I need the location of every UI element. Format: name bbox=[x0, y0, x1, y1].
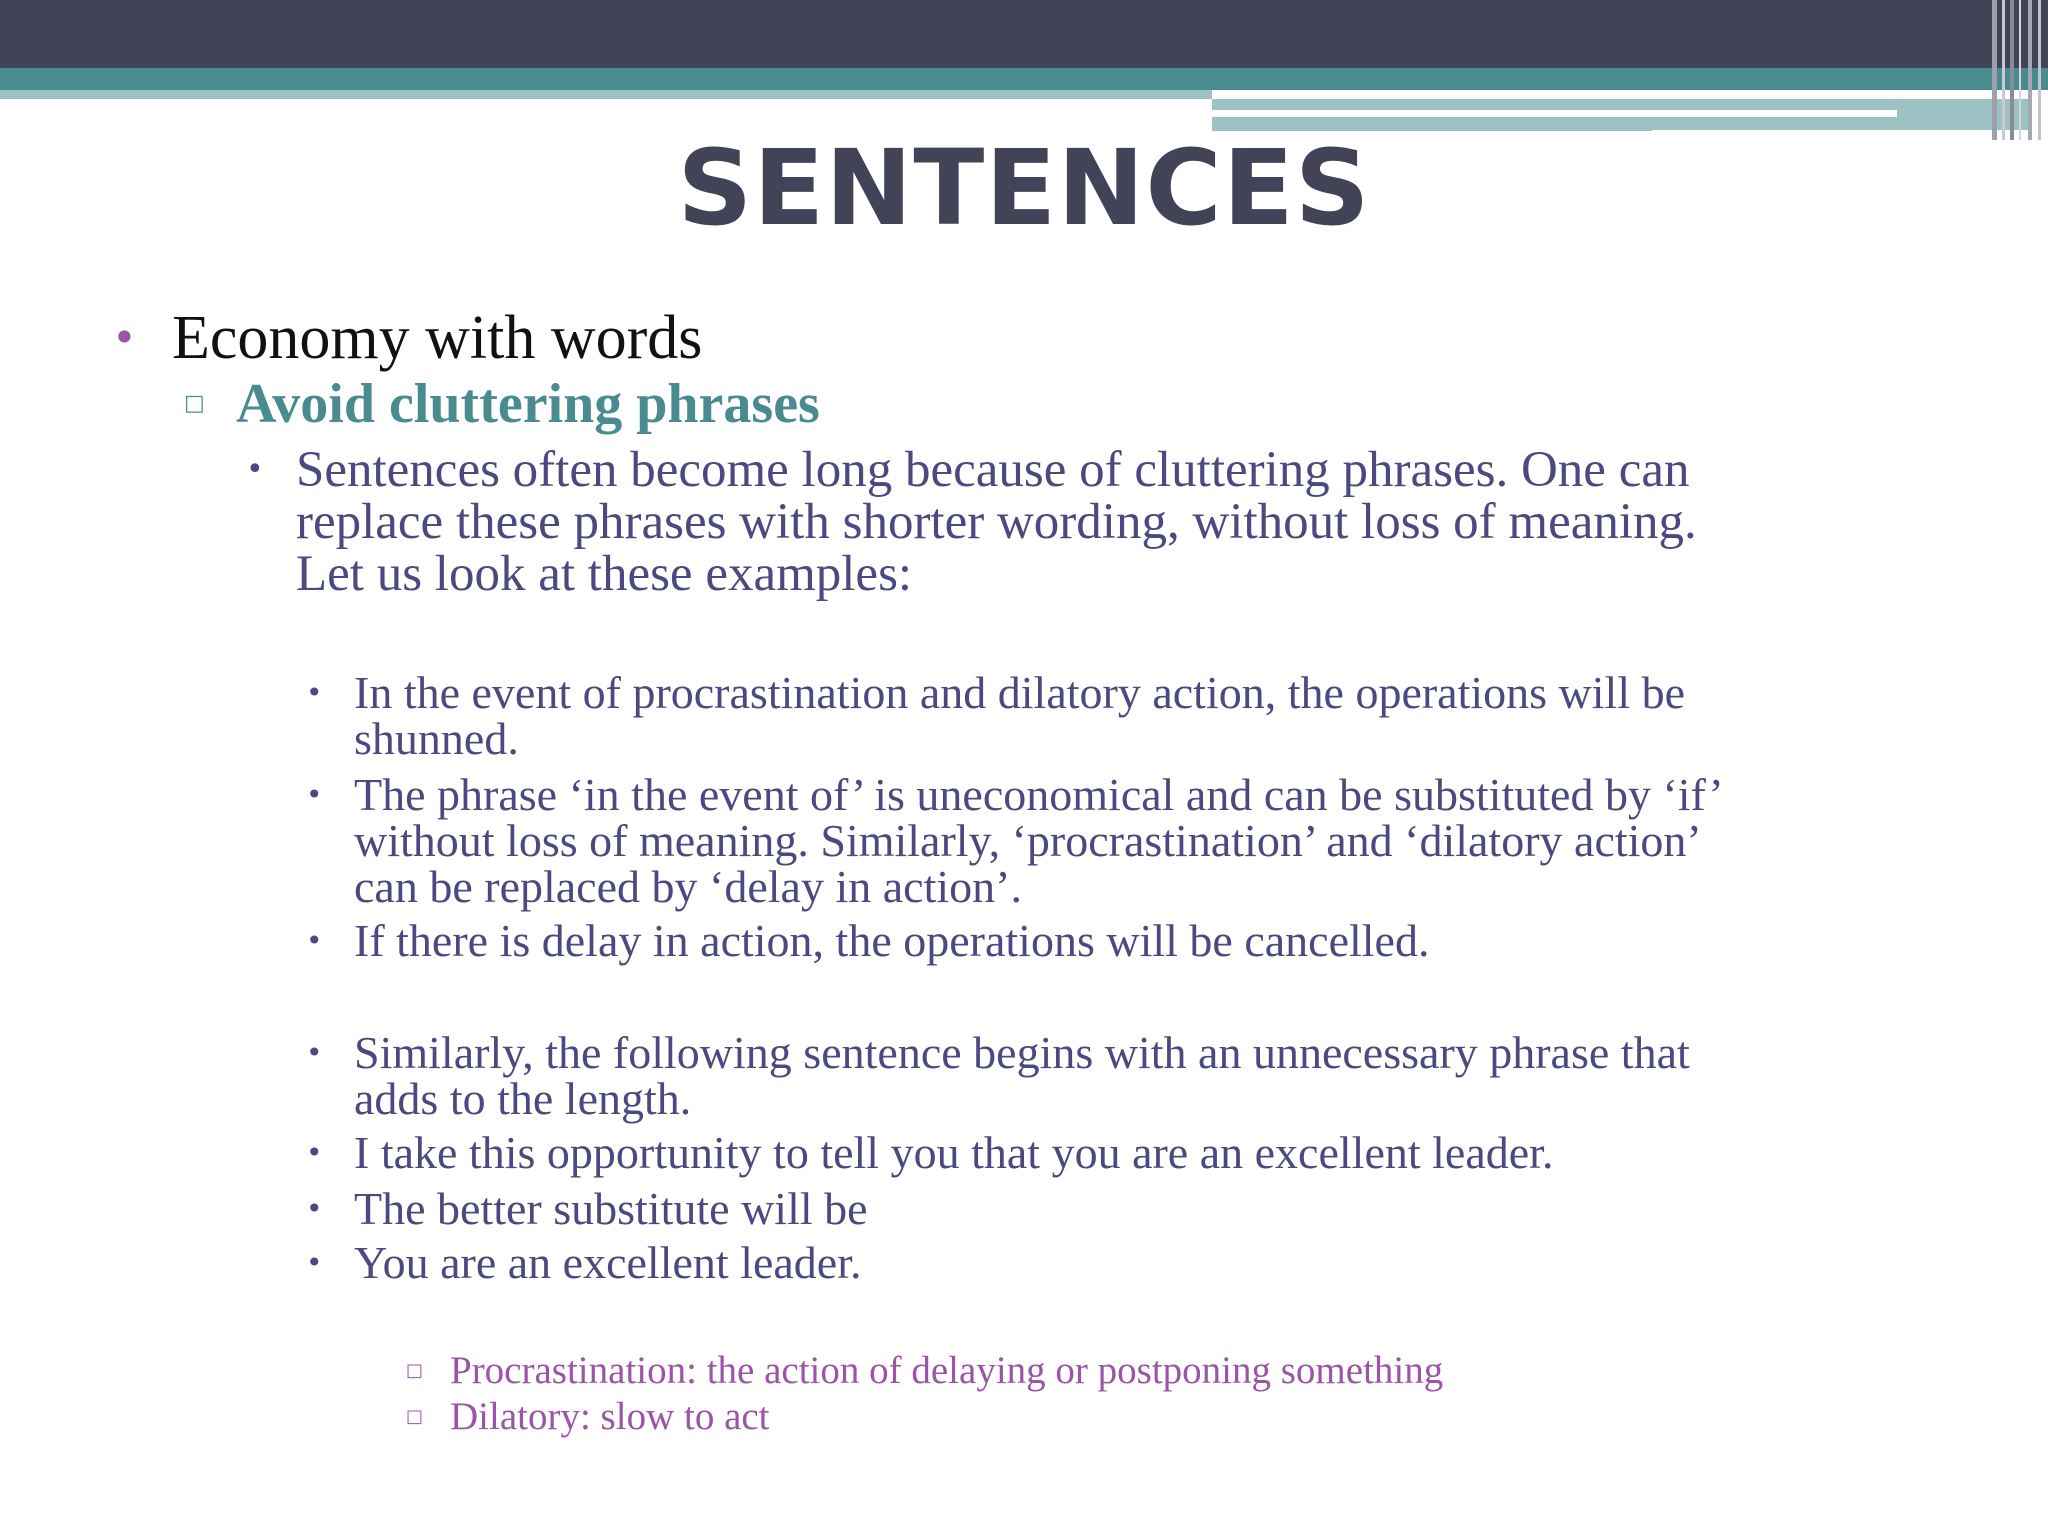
definition-text: Procrastination: the action of delaying or postponing something bbox=[450, 1349, 1444, 1392]
header-white-strip bbox=[1212, 110, 1897, 117]
bullet-square: □ bbox=[406, 1360, 424, 1381]
definition-text: Dilatory: slow to act bbox=[450, 1395, 770, 1438]
bullet-small-dot: • bbox=[306, 1246, 323, 1279]
bullet-small-dot: • bbox=[306, 1136, 323, 1169]
slide-title: SENTENCES bbox=[677, 127, 1371, 249]
header-teal-band bbox=[0, 68, 2048, 90]
bullet-square: □ bbox=[406, 1406, 424, 1427]
example-line: The better substitute will be bbox=[354, 1183, 868, 1234]
header-bar bbox=[0, 0, 2048, 68]
example-line: can be replaced by ‘delay in action’. bbox=[354, 861, 1022, 912]
bullet-square: □ bbox=[184, 391, 205, 416]
example-line: adds to the length. bbox=[354, 1073, 692, 1124]
level1-text: Economy with words bbox=[172, 304, 703, 372]
bullet-small-dot: • bbox=[306, 1036, 323, 1069]
header-light-band-left bbox=[0, 90, 1212, 99]
bullet-small-dot: • bbox=[246, 452, 264, 487]
example-line: shunned. bbox=[354, 713, 519, 764]
bullet-small-dot: • bbox=[306, 676, 323, 709]
example-line: In the event of procrastination and dilatory action, the operations will be bbox=[354, 667, 1686, 718]
bullet-small-dot: • bbox=[306, 924, 323, 957]
level3-line: Sentences often become long because of cluttering phrases. One can bbox=[296, 442, 1690, 498]
level2-heading: Avoid cluttering phrases bbox=[236, 373, 820, 435]
header-edge-lines bbox=[1988, 0, 2048, 140]
example-line: without loss of meaning. Similarly, ‘procrastination’ and ‘dilatory action’ bbox=[354, 815, 1702, 866]
example-line: If there is delay in action, the operations will be cancelled. bbox=[354, 915, 1430, 966]
example-line: Similarly, the following sentence begins with an unnecessary phrase that bbox=[354, 1027, 1690, 1078]
level3-line: replace these phrases with shorter wording, without loss of meaning. bbox=[296, 494, 1697, 550]
example-line: The phrase ‘in the event of’ is uneconomical and can be substituted by ‘if’ bbox=[354, 769, 1724, 820]
level3-line: Let us look at these examples: bbox=[296, 546, 913, 602]
example-line: You are an excellent leader. bbox=[354, 1237, 862, 1288]
bullet-small-dot: • bbox=[306, 778, 323, 811]
bullet-small-dot: • bbox=[306, 1192, 323, 1225]
example-line: I take this opportunity to tell you that you are an excellent leader. bbox=[354, 1127, 1554, 1178]
bullet-dot: • bbox=[112, 313, 137, 362]
